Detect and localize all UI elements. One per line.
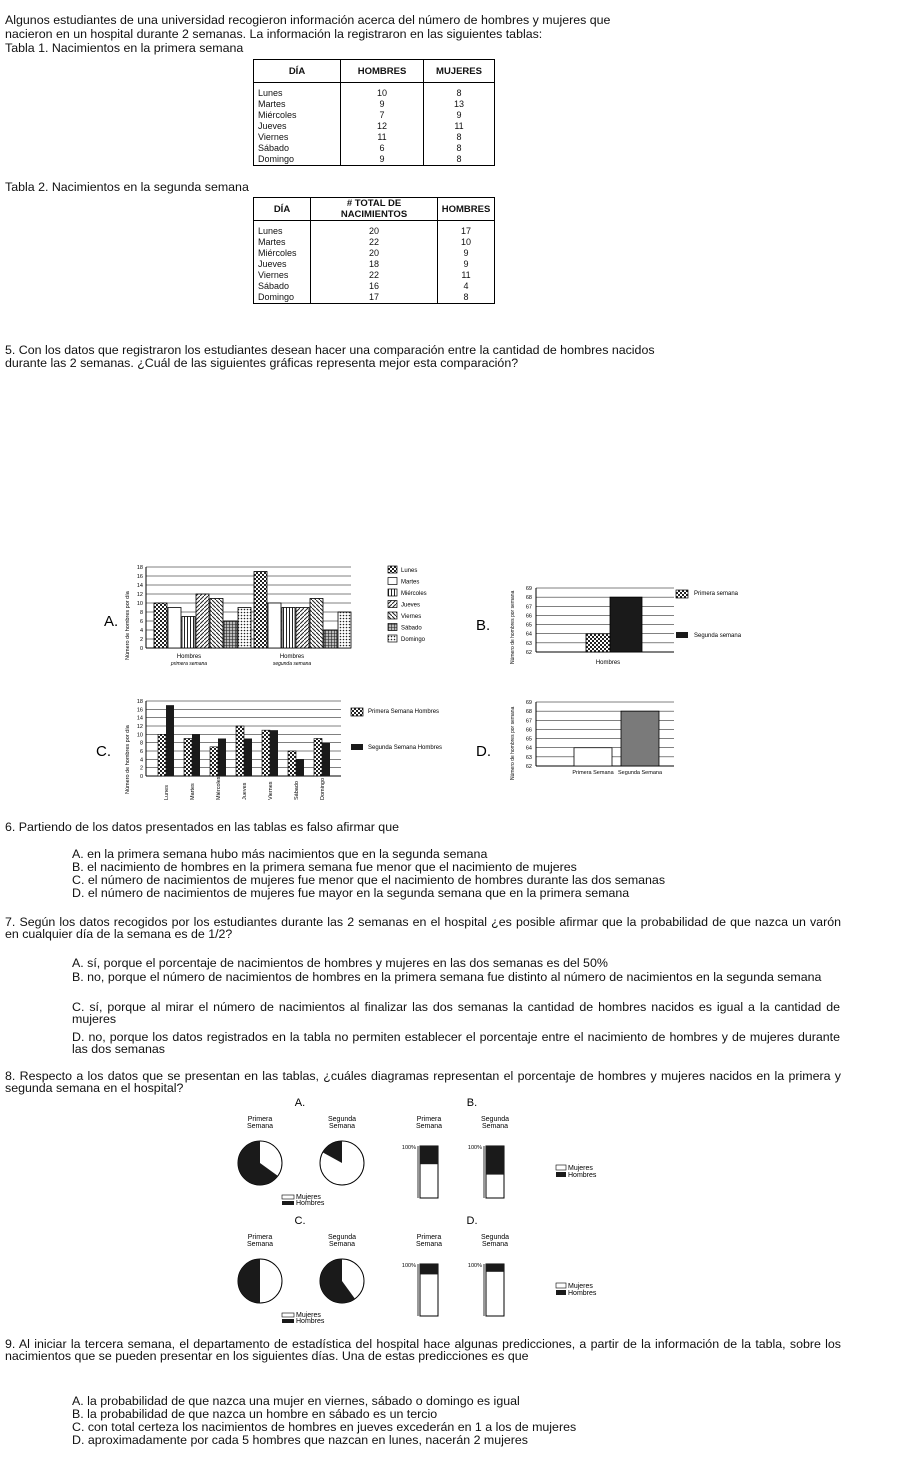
graph-c-ytick: 4 [139, 757, 143, 764]
q8-bar-title: Primera [416, 1116, 442, 1123]
table2-cell: Miércoles [254, 248, 311, 259]
graph-c-xtick: Sábado [294, 781, 300, 800]
table1-cell: 8 [424, 83, 495, 100]
q8-pie-title: Segunda [327, 1234, 357, 1241]
graph-c-bar-second-week [244, 739, 252, 777]
q8-diagrams [220, 1096, 640, 1336]
table2-cell: 4 [438, 281, 495, 292]
graph-a-bar [254, 572, 267, 649]
graph-b-legend-swatch [676, 632, 688, 638]
graph-c-ytick: 16 [136, 707, 143, 714]
table1-row [254, 83, 495, 100]
graph-c-ytick: 6 [139, 749, 143, 755]
graph-d-xtick: Primera Semana [572, 770, 614, 776]
table-1 [253, 59, 495, 166]
graph-c [96, 694, 476, 818]
graph-c-xtick: Jueves [242, 782, 248, 800]
graph-b-bar-second-week [610, 597, 642, 652]
table2-cell: 8 [438, 292, 495, 304]
graph-b-legend-label: Segunda semana [694, 633, 741, 639]
graph-d-ytick: 65 [525, 736, 532, 743]
q8-pie-title: Semana [328, 1241, 356, 1248]
graph-b-xlabel: Hombres [595, 660, 621, 666]
table2-header-men: HOMBRES [438, 198, 495, 221]
table1-cell: 12 [341, 121, 424, 132]
graph-c-xtick: Domingo [320, 777, 326, 800]
graph-c-bar-first-week [262, 730, 270, 776]
graph-a-legend-swatch [388, 589, 397, 596]
q8-pct-label: 100% [401, 1145, 416, 1151]
q8-legend-swatch [282, 1195, 294, 1199]
graph-d-bar [621, 711, 659, 766]
q8-pie-title: Primera [247, 1234, 273, 1241]
table1-cell: 8 [424, 154, 495, 166]
q8-pie-title: Semana [328, 1123, 356, 1130]
graph-a-legend-label: Martes [401, 579, 420, 586]
graph-c-bar-first-week [210, 747, 218, 776]
q7-option-b[interactable]: B. no, porque el número de nacimientos de hombres en la primera semana fue distinto al número de nacimientos en la segunda semana [72, 970, 822, 984]
graph-d [476, 694, 741, 784]
table1-caption: Tabla 1. Nacimientos en la primera semana [5, 41, 244, 55]
q9-option-d[interactable]: D. aproximadamente por cada 5 hombres que nazcan en lunes, nacerán 2 mujeres [72, 1433, 528, 1447]
table2-cell: 11 [438, 270, 495, 281]
graph-c-ytick: 10 [136, 732, 143, 739]
graph-b-ytick: 69 [525, 586, 532, 592]
graph-a-legend-label: Miércoles [401, 591, 427, 597]
graph-c-legend-label: Primera Semana Hombres [368, 709, 440, 715]
graph-c-xtick: Viernes [268, 781, 274, 800]
q8-legend-label: Mujeres [568, 1165, 593, 1172]
q8-pct-label: 100% [401, 1263, 416, 1269]
graph-c-xtick: Miércoles [216, 776, 222, 800]
q8-legend-label: Mujeres [296, 1312, 321, 1319]
graph-b-ytick: 68 [525, 595, 532, 602]
q6-option-c[interactable]: C. el número de nacimientos de mujeres fue menor que el nacimiento de hombres durante las dos semanas [72, 873, 666, 887]
q8-bar-segment-hombres [486, 1264, 504, 1272]
table1-cell: Lunes [254, 83, 341, 100]
graph-c-ylabel: Número de hombres por día [125, 725, 131, 794]
graph-d-letter: D. [476, 743, 491, 760]
q8-pie-title: Segunda [327, 1116, 357, 1123]
table1-cell: Jueves [254, 121, 341, 132]
graph-a-group1-sublabel: primera semana [170, 661, 208, 667]
graph-a-bar [296, 608, 309, 649]
graph-a-bar [310, 599, 323, 649]
graph-c-bar-second-week [192, 734, 200, 776]
q8-bar-title: Segunda [480, 1234, 510, 1241]
table1-row [254, 132, 495, 143]
graph-d-ytick: 67 [525, 718, 532, 725]
graph-c-bar-second-week [322, 743, 330, 776]
graph-c-bar-second-week [296, 759, 304, 776]
graph-b-ytick: 63 [525, 640, 532, 647]
table2-header-total: # TOTAL DE NACIMIENTOS [311, 198, 438, 221]
table1-cell: Viernes [254, 132, 341, 143]
graph-b-ytick: 66 [525, 613, 532, 620]
graph-c-bar-first-week [314, 739, 322, 777]
table2-row [254, 221, 495, 238]
graph-a-ylabel: Número de hombres por día [125, 591, 131, 660]
table1-cell: 13 [424, 99, 495, 110]
graph-d-ylabel: Número de hombres por semana [510, 706, 516, 780]
table1-cell: 9 [424, 110, 495, 121]
graph-a-ytick: 12 [136, 592, 143, 598]
q8-legend-label: Hombres [568, 1172, 597, 1179]
graph-c-bar-first-week [288, 751, 296, 776]
table2-cell: 20 [311, 221, 438, 238]
table1-cell: 7 [341, 110, 424, 121]
graph-c-legend-swatch [351, 744, 363, 750]
q8-legend-swatch [282, 1319, 294, 1323]
graph-c-ytick: 2 [139, 765, 143, 772]
q8-legend-swatch [556, 1165, 566, 1170]
table2-row [254, 237, 495, 248]
graph-c-letter: C. [96, 743, 111, 760]
q8-bar-title: Semana [415, 1241, 443, 1248]
q8-bar-outline [486, 1264, 504, 1316]
q8-bar-segment-hombres [486, 1146, 504, 1175]
graph-b-legend-swatch [676, 590, 688, 598]
q6-option-b[interactable]: B. el nacimiento de hombres en la primera semana fue menor que el nacimiento de mujeres [72, 860, 577, 874]
graph-c-xtick: Martes [190, 783, 196, 800]
q7-option-a[interactable]: A. sí, porque el porcentaje de nacimientos de hombres y mujeres en las dos semanas es del 50% [72, 956, 608, 970]
table2-cell: 9 [438, 248, 495, 259]
q8-bar-title: Semana [415, 1123, 443, 1130]
graph-a-legend-swatch [388, 578, 397, 585]
table1-cell: 10 [341, 83, 424, 100]
table1-cell: 11 [424, 121, 495, 132]
graph-b-legend-label: Primera semana [694, 591, 739, 597]
graph-a-ytick: 16 [136, 574, 143, 580]
graph-a-group1-label: Hombres [176, 654, 202, 660]
table1-cell: 6 [341, 143, 424, 154]
q9-option-b[interactable]: B. la probabilidad de que nazca un hombre en sábado es un tercio [72, 1407, 438, 1421]
table1-header-men: HOMBRES [341, 60, 424, 83]
q8-pie-title: Semana [246, 1123, 274, 1130]
q8-letter: B. [466, 1097, 478, 1109]
graph-a-legend-label: Jueves [401, 602, 421, 609]
table1-cell: 8 [424, 132, 495, 143]
graph-a-bar [154, 603, 167, 648]
table2-cell: 16 [311, 281, 438, 292]
table1-cell: Martes [254, 99, 341, 110]
graph-d-ytick: 63 [525, 754, 532, 761]
graph-d-ytick: 69 [525, 700, 532, 706]
q8-pie-slice-hombres [238, 1259, 260, 1303]
graph-a-legend-label: Lunes [401, 568, 418, 574]
table2-cell: 22 [311, 237, 438, 248]
table1-cell: 9 [341, 99, 424, 110]
q8-bar-title: Semana [481, 1241, 509, 1248]
table1-cell: 8 [424, 143, 495, 154]
table2-cell: Domingo [254, 292, 311, 304]
graph-c-ytick: 14 [136, 715, 143, 722]
graph-a-ytick: 2 [139, 637, 143, 643]
table1-row [254, 121, 495, 132]
q6-option-d[interactable]: D. el número de nacimientos de mujeres fue mayor en la segunda semana que en la primera semana [72, 886, 630, 900]
graph-b-ytick: 64 [525, 631, 532, 638]
graph-a-bar [210, 599, 223, 649]
q5-line-2: durante las 2 semanas. ¿Cuál de las siguientes gráficas representa mejor esta comparación? [5, 356, 519, 370]
q8-legend-swatch [556, 1290, 566, 1295]
graph-a-bar [268, 603, 281, 648]
graph-b-ytick: 62 [525, 650, 532, 656]
graph-c-ytick: 0 [139, 774, 143, 780]
q9-option-c[interactable]: C. con total certeza los nacimientos de hombres en jueves excederán en 1 a los de mujeres [72, 1420, 577, 1434]
q8-legend-label: Mujeres [568, 1283, 593, 1290]
q8-legend-label: Hombres [568, 1290, 597, 1297]
graph-a-bar [324, 630, 337, 648]
table1-header-day: DÍA [254, 60, 341, 83]
table2-cell: 17 [311, 292, 438, 304]
q8-letter: A. [294, 1097, 306, 1109]
q6-option-a[interactable]: A. en la primera semana hubo más nacimientos que en la segunda semana [72, 847, 488, 861]
graph-a-legend-swatch [388, 566, 397, 573]
q8-legend-swatch [556, 1283, 566, 1288]
graph-d-ytick: 66 [525, 727, 532, 734]
q9-stem: 9. Al iniciar la tercera semana, el departamento de estadística del hospital hace algunas predicciones, a partir de la información de la tabla, sobre los nacimientos que se pueden presentar en los siguientes días. Una de estas predicciones es que [5, 1337, 841, 1363]
graph-c-bar-first-week [184, 739, 192, 777]
graph-a-ytick: 4 [139, 628, 143, 634]
graph-d-ytick: 62 [525, 764, 532, 770]
table1-cell: 9 [341, 154, 424, 166]
q8-bar-title: Primera [416, 1234, 442, 1241]
table2-row [254, 281, 495, 292]
graph-a-letter: A. [104, 613, 119, 630]
q8-bar-title: Segunda [480, 1116, 510, 1123]
table2-cell: Viernes [254, 270, 311, 281]
graph-c-bar-first-week [158, 734, 166, 776]
q8-pie-title: Primera [247, 1116, 273, 1123]
graph-b-ylabel: Número de hombres por semana [510, 590, 516, 664]
graph-b [476, 580, 741, 670]
graph-a-group2-label: Hombres [279, 654, 305, 660]
graph-a-ytick: 8 [139, 610, 143, 616]
q6-stem: 6. Partiendo de los datos presentados en las tablas es falso afirmar que [5, 820, 399, 834]
q8-legend-swatch [282, 1201, 294, 1205]
q8-stem: 8. Respecto a los datos que se presentan en las tablas, ¿cuáles diagramas representan el porcentaje de hombres y mujeres nacidos en la primera y segunda semana en el hospital? [5, 1069, 841, 1095]
graph-c-bar-second-week [270, 730, 278, 776]
graph-a-bar [224, 621, 237, 648]
q9-option-a[interactable]: A. la probabilidad de que nazca una mujer en viernes, sábado o domingo es igual [72, 1394, 520, 1408]
graph-a-group2-sublabel: segunda semana [272, 661, 312, 667]
graph-c-legend-label: Segunda Semana Hombres [368, 745, 443, 751]
graph-a-legend-label: Viernes [401, 614, 422, 620]
graph-c-ytick: 18 [136, 699, 143, 705]
table2-cell: 10 [438, 237, 495, 248]
q8-legend-label: Mujeres [296, 1194, 321, 1201]
table2-cell: 18 [311, 259, 438, 270]
graph-a-bar [182, 617, 195, 649]
graph-a-ytick: 0 [139, 646, 143, 652]
graph-a-ytick: 10 [136, 601, 143, 607]
table1-row [254, 110, 495, 121]
graph-a-ytick: 6 [139, 619, 143, 625]
q8-legend-swatch [556, 1172, 566, 1177]
intro-line-2: nacieron en un hospital durante 2 semanas. La información la registraron en las siguientes tablas: [5, 27, 543, 41]
graph-c-xtick: Lunes [164, 785, 170, 800]
graph-c-bar-second-week [166, 705, 174, 776]
graph-c-ytick: 12 [136, 724, 143, 730]
q7-option-c[interactable]: C. sí, porque al mirar el número de nacimientos al finalizar las dos semanas la cantidad de hombres nacidos es igual a la cantidad de mujeres [72, 1000, 840, 1026]
graph-d-ytick: 68 [525, 709, 532, 716]
q8-letter: D. [466, 1215, 478, 1227]
intro-line-1: Algunos estudiantes de una universidad recogieron información acerca del número de hombres y mujeres que [5, 13, 611, 27]
table2-cell: Martes [254, 237, 311, 248]
table1-header-women: MUJERES [424, 60, 495, 83]
q7-stem: 7. Según los datos recogidos por los estudiantes durante las 2 semanas en el hospital ¿es posible afirmar que la probabilidad de que nazca un varón en cualquier día de la semana es de 1/2? [5, 915, 841, 941]
table1-row [254, 143, 495, 154]
graph-a-legend-swatch [388, 612, 397, 619]
graph-a-bar [196, 594, 209, 648]
graph-a-legend-swatch [388, 624, 397, 631]
q8-bar-segment-hombres [420, 1264, 438, 1274]
graph-a [96, 560, 476, 684]
table2-row [254, 259, 495, 270]
graph-a-bar [282, 608, 295, 649]
graph-b-letter: B. [476, 617, 491, 634]
table-2 [253, 197, 495, 304]
q8-legend-label: Hombres [296, 1200, 325, 1207]
table1-cell: Sábado [254, 143, 341, 154]
q8-pct-label: 100% [467, 1263, 482, 1269]
q8-legend-swatch [282, 1313, 294, 1317]
graph-c-legend-swatch [351, 708, 363, 716]
q8-pie-title: Semana [246, 1241, 274, 1248]
graph-a-legend-swatch [388, 635, 397, 642]
table2-cell: Sábado [254, 281, 311, 292]
q5-line-1: 5. Con los datos que registraron los estudiantes desean hacer una comparación entre la cantidad de hombres nacidos [5, 343, 655, 357]
q8-pct-label: 100% [467, 1145, 482, 1151]
table2-row [254, 248, 495, 259]
graph-a-ytick: 14 [136, 583, 143, 589]
graph-d-bar [574, 748, 612, 766]
graph-d-ytick: 64 [525, 745, 532, 752]
table2-cell: 17 [438, 221, 495, 238]
graph-d-xtick: Segunda Semana [617, 770, 663, 776]
table2-cell: Lunes [254, 221, 311, 238]
graph-c-ytick: 8 [139, 740, 143, 747]
q8-letter: C. [294, 1215, 306, 1227]
table2-cell: 22 [311, 270, 438, 281]
table2-cell: Jueves [254, 259, 311, 270]
table2-row [254, 270, 495, 281]
graph-b-ytick: 67 [525, 604, 532, 611]
graph-c-bar-second-week [218, 739, 226, 777]
table2-cell: 9 [438, 259, 495, 270]
graph-a-bar [338, 612, 351, 648]
q8-bar-segment-hombres [420, 1146, 438, 1164]
graph-a-legend-label: Domingo [401, 637, 426, 643]
table1-cell: Miércoles [254, 110, 341, 121]
graph-a-legend-swatch [388, 601, 397, 608]
q7-option-d[interactable]: D. no, porque los datos registrados en la tabla no permiten establecer el porcentaje entre el nacimiento de hombres y de mujeres durante las dos semanas [72, 1030, 840, 1056]
table2-row [254, 292, 495, 304]
table2-header-day: DÍA [254, 198, 311, 221]
graph-a-legend-label: Sábado [401, 625, 422, 632]
table1-cell: 11 [341, 132, 424, 143]
table1-row [254, 154, 495, 166]
table2-cell: 20 [311, 248, 438, 259]
q8-bar-title: Semana [481, 1123, 509, 1130]
table2-caption: Tabla 2. Nacimientos en la segunda semana [5, 180, 249, 194]
table1-cell: Domingo [254, 154, 341, 166]
graph-a-ytick: 18 [136, 565, 143, 571]
graph-c-bar-first-week [236, 726, 244, 776]
graph-b-ytick: 65 [525, 622, 532, 629]
q8-legend-label: Hombres [296, 1318, 325, 1325]
graph-a-bar [168, 608, 181, 649]
table1-row [254, 99, 495, 110]
graph-a-bar [238, 608, 251, 649]
